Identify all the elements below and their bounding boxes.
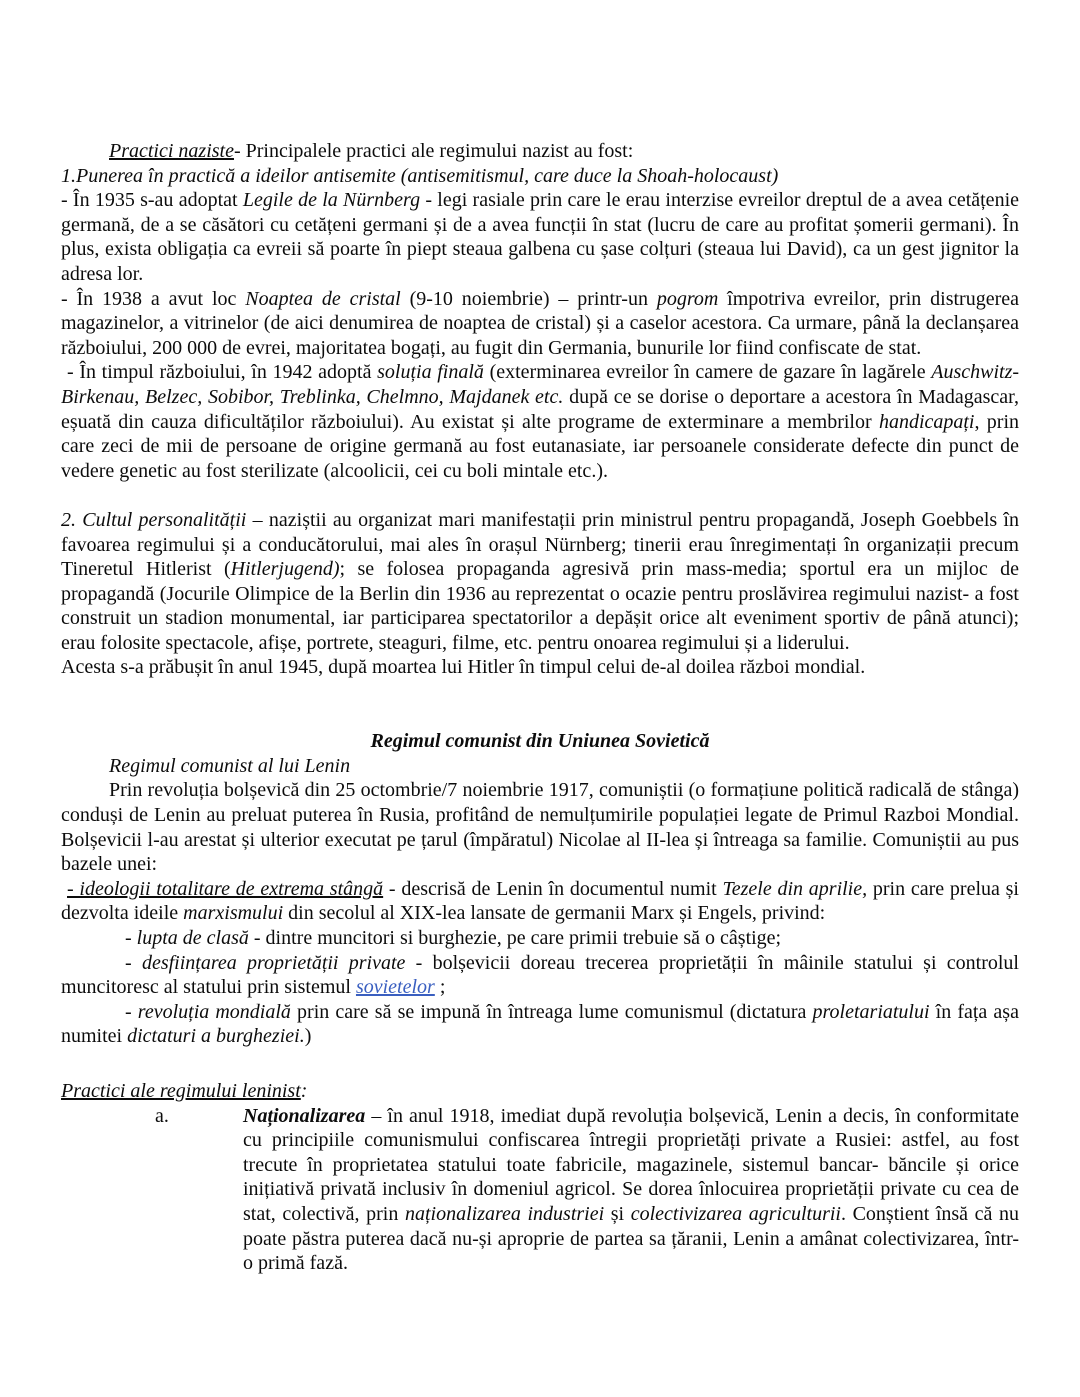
text-run: – naziștii au organizat mari manifestații prin ministrul pentru propagandă, Joseph Goebbels în favoarea regimului și a conducătorului, mai ales în orașul Nürnberg; tinerii erau înregimentați în organizații precum Tineretul Hitlerist ( bbox=[61, 508, 1019, 581]
paragraph-ideologie bbox=[61, 877, 1019, 926]
practici-leniniste-heading: Practici ale regimului leninist bbox=[61, 1079, 301, 1102]
dictatura-burgheziei-term: dictaturi a burgheziei. bbox=[127, 1025, 305, 1048]
text-run: prin care prelua și dezvolta ideile bbox=[61, 877, 1019, 925]
text-run: – în anul 1918, imediat după revoluția bolșevică, Lenin a decis, în conformitate cu principiile comunismului confiscarea întregii proprietăți private a Rusiei: astfel, au fost trecute în proprietatea statului toate fabricile, magazinele, sistemul bancar- băncile și orice inițiativă privată inclusiv în domeniul agricol. Se dorea înlocuirea proprietății private cu cea de stat, colectivă, prin bbox=[243, 1104, 1019, 1225]
text-run: . Conștient însă că nu poate păstra puterea dacă nu-și aproprie de partea sa țăranii, Lenin a amânat colectivizarea, într-o primă fază. bbox=[243, 1202, 1020, 1275]
sovietelor-link[interactable]: sovietelor bbox=[355, 976, 435, 999]
list-marker: a. bbox=[155, 1104, 169, 1127]
practici-naziste-heading: Practici naziste bbox=[109, 140, 234, 162]
noaptea-de-cristal-title: Noaptea de cristal bbox=[245, 287, 401, 310]
text-run: după ce se dorise o deportare a acestora în Madagascar, eșuată din cauza dificultăților războiului). Au existat și alte programe de exterminare a membrilor bbox=[61, 385, 1019, 433]
camps-list: Auschwitz-Birkenau, Belzec, Sobibor, Treblinka, Chelmno, Majdanek etc. bbox=[61, 361, 1020, 408]
legile-nurnberg-title: Legile de la Nürnberg bbox=[242, 189, 421, 212]
subtitle-regimul-lenin bbox=[61, 754, 1019, 779]
text-run: : bbox=[300, 1079, 308, 1102]
text-run: - În 1938 a avut loc bbox=[61, 287, 246, 310]
text-run: împotriva evreilor, prin distrugerea magazinelor, a vitrinelor (de aici denumirea de noaptea de cristal) și a caselor acestora. Ca urmare, până la declanșarea războiului, 200 000 de evrei, majoritatea bogați, au fugit din Germania, bunurile lor fiind confiscate de stat. bbox=[61, 287, 1019, 359]
text-run: (exterminarea evreilor în camere de gazare în lagărele bbox=[483, 361, 932, 384]
text-run: Acesta s-a prăbușit în anul 1945, după moartea lui Hitler în timpul celui de-al doilea război mondial. bbox=[61, 656, 866, 679]
text-run: în fața așa numitei bbox=[61, 1000, 1019, 1048]
blank-lines bbox=[61, 680, 1019, 729]
paragraph-desfiintarea-proprietatii bbox=[61, 951, 1019, 1000]
italic-run: Regimul comunist al lui Lenin bbox=[109, 754, 351, 777]
paragraph-cultul-personalitatii bbox=[61, 508, 1019, 656]
lupta-de-clasa-term: lupta de clasă bbox=[136, 927, 249, 949]
text-run: - descrisă de Lenin în documentul numit bbox=[383, 877, 723, 900]
paragraph-1942 bbox=[61, 360, 1019, 483]
paragraph-1938 bbox=[61, 287, 1019, 361]
nationalizarea-industriei-term: naționalizarea industriei bbox=[404, 1202, 605, 1225]
text-run: - bbox=[125, 951, 142, 974]
nationalizarea-heading: Naționalizarea bbox=[243, 1104, 366, 1127]
text-run: ) bbox=[304, 1025, 312, 1048]
text-run: (9-10 noiembrie) – printr-un bbox=[400, 287, 657, 310]
text-run: - legi rasiale prin care le erau interzise evreilor dreptul de a avea cetățenie germană, de a se căsători cu cetățeni germani și de a avea funcții în stat (lucru de care au profitat șomerii germani). În plus, exista obligația ca evreii să poarte în piept steaua galbena cu șase colțuri (steaua lui David), ca un gest jignitor la adresa lor. bbox=[61, 189, 1019, 285]
blank-line bbox=[61, 1049, 1019, 1079]
text-run: - bbox=[125, 1000, 138, 1023]
text-run: și bbox=[604, 1202, 631, 1225]
list-item-nationalizarea bbox=[155, 1104, 1020, 1276]
colectivizarea-agriculturii-term: colectivizarea agriculturii bbox=[630, 1202, 841, 1225]
heading-practici-leniniste bbox=[61, 1079, 1019, 1104]
handicapati-term: handicapați bbox=[878, 410, 975, 433]
text-run: - În 1935 s-au adoptat bbox=[61, 189, 243, 212]
list-item-text bbox=[243, 1104, 1019, 1276]
section-title-text: Regimul comunist din Uniunea Sovietică bbox=[370, 730, 710, 753]
text-run: prin care să se impună în întreaga lume comunismul (dictatura bbox=[290, 1000, 813, 1023]
paragraph-antisemitism bbox=[61, 164, 1019, 189]
text-run: - bbox=[125, 927, 137, 949]
text-run: Prin revoluția bolșevică din 25 octombrie/7 noiembrie 1917, comuniștii (o formațiune politică radicală de stânga) conduși de Lenin au preluat puterea în Rusia, profitând de nemulțumirile populației legate de Primul Razboi Mondial. Bolșevicii l-au arestat și ulterior executat pe țarul (împăratul) Nicolae al II-lea și întreaga sa familie. Comuniștii au pus bazele unei: bbox=[61, 779, 1019, 876]
text-run: - bolșevicii doreau trecerea proprietății în mâinile statului și controlul muncitoresc al statului prin sistemul bbox=[61, 951, 1019, 999]
document-body bbox=[61, 139, 1019, 1276]
marxism-term: marxismului bbox=[183, 902, 284, 925]
revolutia-mondiala-term: revoluția mondială bbox=[137, 1000, 291, 1023]
blank-line bbox=[61, 483, 1019, 508]
text-run: din secolul al XIX-lea lansate de germanii Marx și Engels, privind: bbox=[283, 902, 826, 925]
cultul-personalitatii-heading: 2. Cultul personalității bbox=[61, 508, 247, 531]
proletariat-term: proletariatului bbox=[812, 1000, 930, 1023]
tezele-din-aprilie-title: Tezele din aprilie, bbox=[722, 877, 868, 900]
paragraph-lupta-de-clasa bbox=[61, 926, 1019, 951]
paragraph-1935 bbox=[61, 188, 1019, 286]
ideologie-totalitara-heading: - ideologii totalitare de extrema stângă bbox=[67, 877, 384, 900]
text-run: ; se folosea propaganda agresivă prin mass-media; sportul era un mijloc de propagandă (Jocurile Olimpice de la Berlin din 1936 au reprezentat o ocazie pentru proslăvirea regimului nazist- a fost construit un stadion monumental, iar participarea spectatorilor a depășit orice alt eveniment sportiv de până atunci); erau folosite spectacole, afișe, portrete, steaguri, filme, etc. pentru onoarea regimului și a liderului. bbox=[61, 558, 1019, 654]
text-run: , prin care zeci de mii de persoane de origine germană au fost eutanasiate, iar persoanele considerate defecte din punct de vedere genetic au fost sterilizate (alcoolicii, cei cu boli mintale etc.). bbox=[61, 410, 1019, 482]
text-run: - În timpul războiului, în 1942 adoptă bbox=[67, 361, 378, 384]
paragraph-revolutia-mondiala bbox=[61, 1000, 1019, 1049]
paragraph-practici-naziste bbox=[61, 139, 1019, 164]
italic-run: 1.Punerea în practică a ideilor antisemite (antisemitismul, care duce la Shoah-holocaust) bbox=[61, 164, 779, 187]
solutia-finala-term: soluția finală bbox=[377, 361, 484, 384]
paragraph-prabusire-1945 bbox=[61, 655, 1019, 680]
pogrom-term: pogrom bbox=[656, 287, 719, 310]
paragraph-revolutia-bolsevica bbox=[61, 778, 1019, 876]
text-run: ; bbox=[434, 976, 446, 999]
section-title-regim-comunist bbox=[61, 729, 1019, 754]
desfiintarea-proprietatii-term: desființarea proprietății private bbox=[141, 951, 406, 974]
text-run: - dintre muncitori si burghezie, pe care primii trebuie să o câștige; bbox=[248, 927, 782, 949]
text-run: - Principalele practici ale regimului nazist au fost: bbox=[233, 140, 634, 162]
hitlerjugend-term: Hitlerjugend) bbox=[230, 558, 340, 581]
